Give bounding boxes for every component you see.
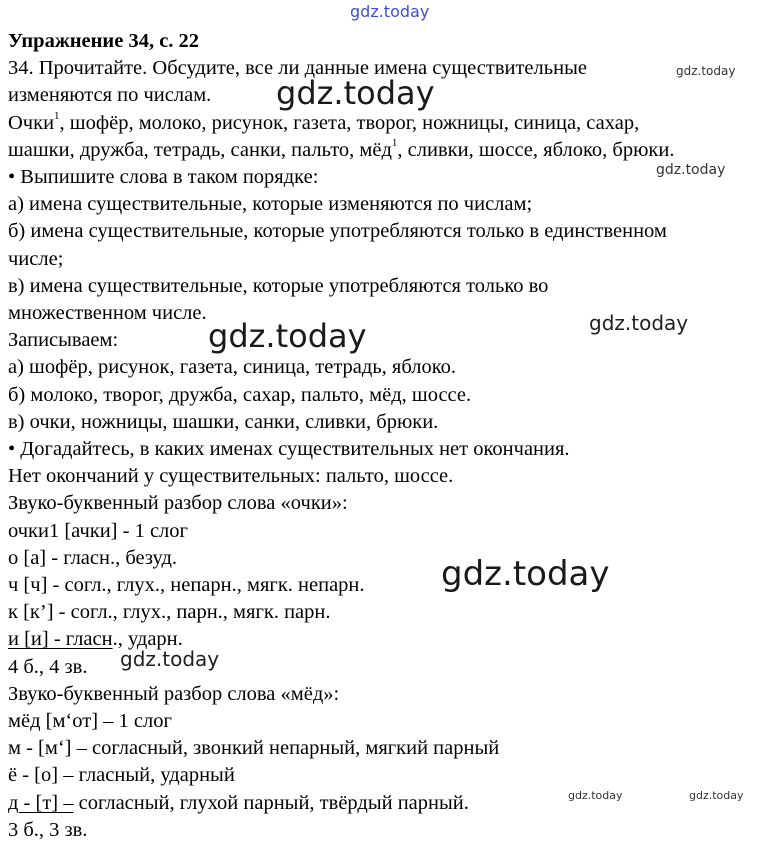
watermark-small-2: gdz.today [656,162,726,178]
watermark-top: gdz.today [350,2,430,21]
footnote-mark: 1 [391,136,398,149]
watermark-medium-1: gdz.today [589,311,689,335]
footnote-mark: 1 [54,109,60,122]
answer-v: в) очки, ножницы, шашки, санки, сливки, брюки. [8,410,439,433]
answer-a: а) шофёр, рисунок, газета, синица, тетрадь, яблоко. [8,356,457,379]
analysis-ochki-line-1: очки1 [ачки] - 1 слог [8,519,188,542]
exercise-title: Упражнение 34, с. 22 [8,30,200,52]
line-rest: ., ударн. [112,628,183,651]
word-list-rest: , сливки, шоссе, яблоко, брюки. [397,138,675,161]
word-list-start: шашки, дружба, тетрадь, санки, пальто, мёд [8,138,392,161]
document-body [8,28,778,844]
underlined-segment: и [и] - гласн [8,628,113,651]
watermark-large-2: gdz.today [208,317,367,355]
analysis-med-line-2: м - [м‘] – согласный, звонкий непарный, мягкий парный [8,737,500,760]
line-rest: согласный, глухой парный, твёрдый парный. [73,791,469,814]
option-v-line-2: множественном числе. [8,302,207,325]
instruction-line: • Выпишите слова в таком порядке: [8,166,319,189]
analysis-med-line-3: ё - [о] – гласный, ударный [8,764,235,787]
analysis-ochki-line-5 [8,626,778,653]
word-list-line-2 [8,137,778,164]
analysis-ochki-title: Звуко-буквенный разбор слова «очки»: [8,492,348,515]
watermark-medium-2: gdz.today [120,647,220,671]
underlined-segment: д - [т] – [8,791,74,814]
watermark-large-1: gdz.today [276,74,435,112]
guess-instruction: • Догадайтесь, в каких именах существительных нет окончания. [8,438,570,461]
option-v-line-1: в) имена существительные, которые употребляются только во [8,274,549,297]
watermark-small-3: gdz.today [568,789,623,802]
analysis-med-line-4 [8,790,778,817]
analysis-med-summary: 3 б., 3 зв. [8,818,88,841]
option-b-line-1: б) имена существительные, которые употребляются только в единственном [8,220,667,243]
watermark-small-1: gdz.today [676,64,736,78]
word-list-line-1 [8,110,778,137]
analysis-ochki-line-4: к [к’] - согл., глух., парн., мягк. парн. [8,601,331,624]
word-list-rest: , шофёр, молоко, рисунок, газета, творог, ножницы, синица, сахар, [59,111,640,134]
analysis-ochki-line-3: ч [ч] - согл., глух., непарн., мягк. непарн. [8,574,365,597]
analysis-ochki-summary: 4 б., 4 зв. [8,655,88,678]
write-label: Записываем: [8,329,119,352]
task-line-2: изменяются по числам. [8,84,212,107]
watermark-small-4: gdz.today [689,789,744,802]
task-line-1: 34. Прочитайте. Обсудите, все ли данные имена существительные [8,57,587,80]
analysis-ochki-line-2: о [а] - гласн., безуд. [8,546,178,569]
analysis-med-line-1: мёд [м‘от] – 1 слог [8,710,172,733]
option-b-line-2: числе; [8,247,64,270]
watermark-large-3: gdz.today [441,554,610,594]
answer-b: б) молоко, творог, дружба, сахар, пальто, мёд, шоссе. [8,383,472,406]
option-a: а) имена существительные, которые изменяются по числам; [8,193,533,216]
word-list-start: Очки [8,111,55,134]
no-endings-answer: Нет окончаний у существительных: пальто, шоссе. [8,465,454,488]
analysis-med-title: Звуко-буквенный разбор слова «мёд»: [8,682,340,705]
